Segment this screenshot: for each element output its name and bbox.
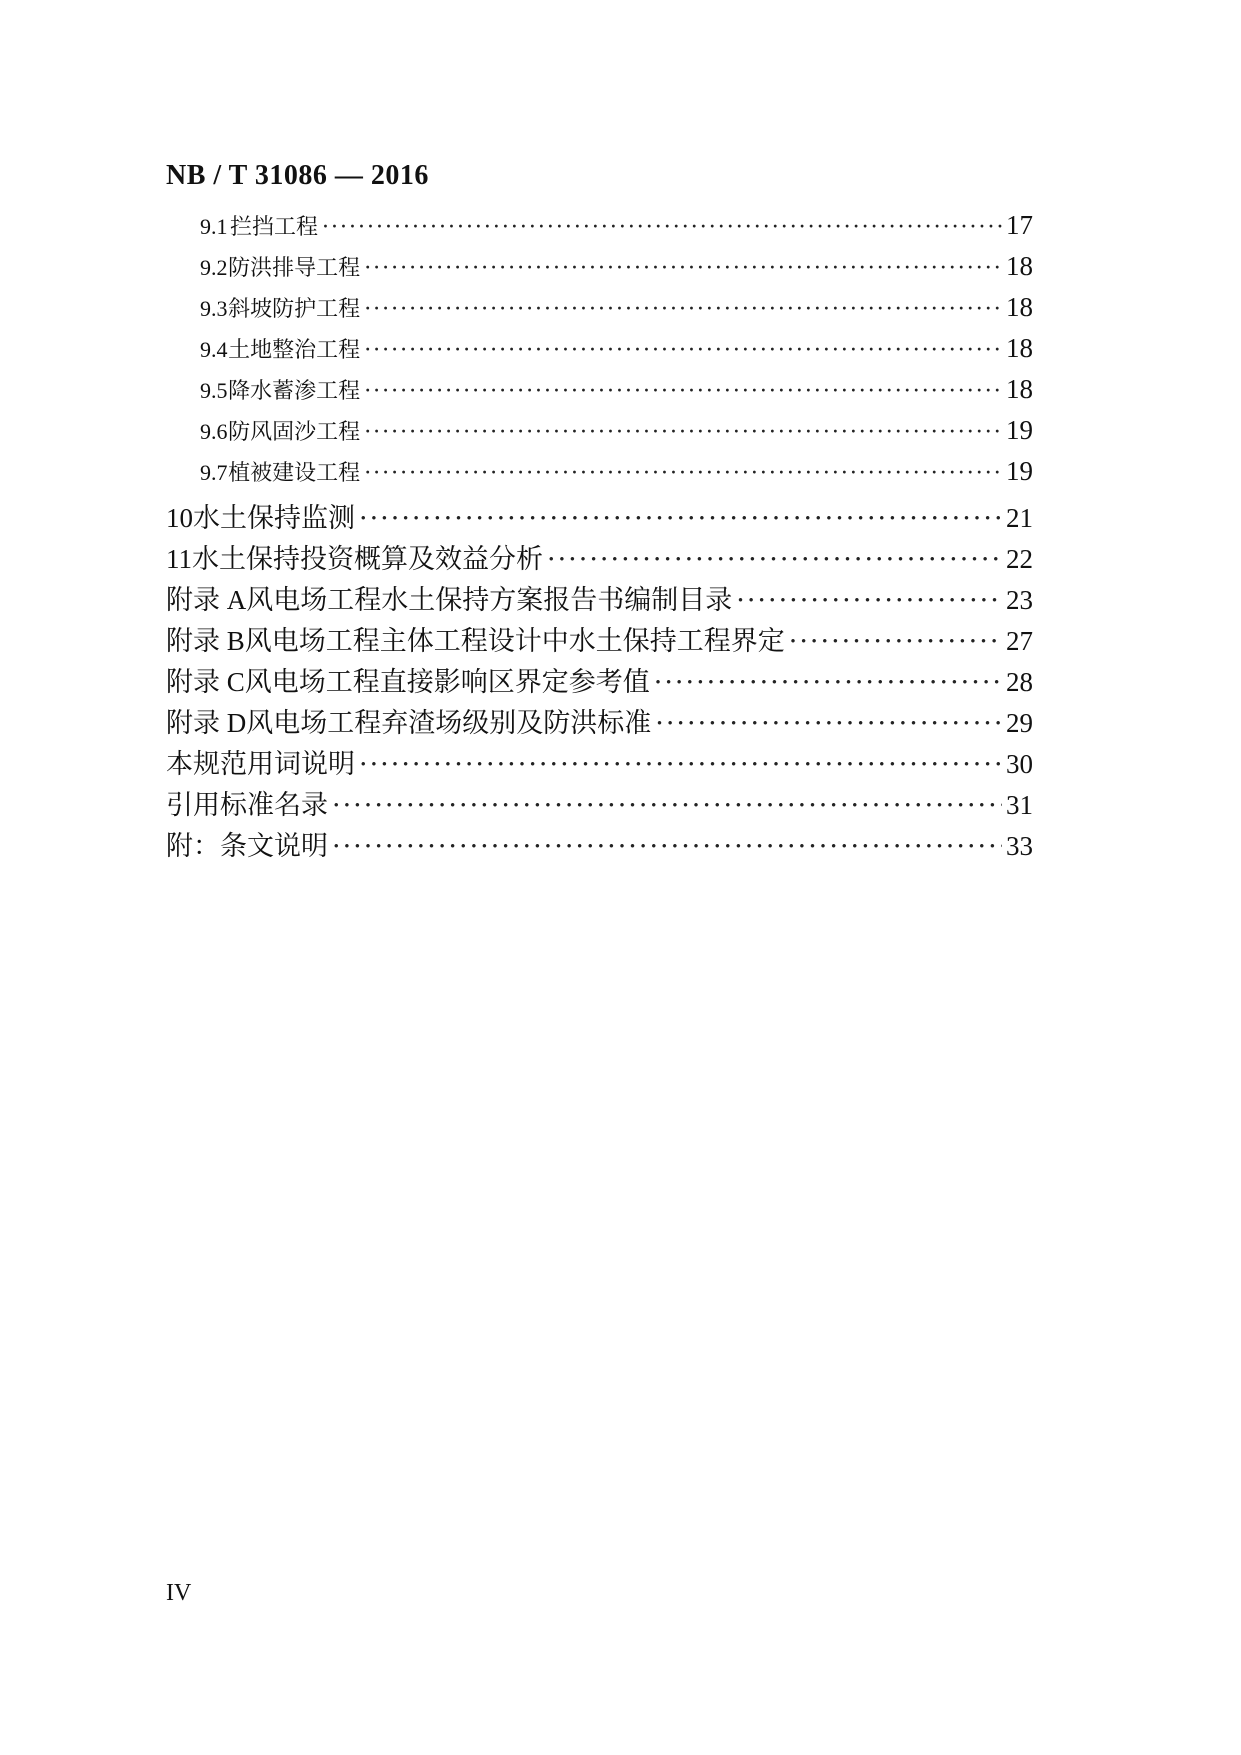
toc-entry-terms-explanation[interactable] — [166, 742, 1033, 781]
toc-entry-number: 9.3 — [200, 296, 228, 321]
toc-entry-appendix-d[interactable] — [166, 701, 1033, 740]
toc-entry-9-5[interactable] — [200, 374, 1033, 405]
dot-leader — [359, 503, 1002, 534]
toc-entry-10[interactable] — [166, 496, 1033, 535]
toc-entry-title: 风电场工程主体工程设计中水土保持工程界定 — [244, 626, 785, 657]
toc-entry-number: 9.2 — [200, 255, 228, 280]
toc-entry-page: 29 — [1006, 708, 1033, 738]
toc-entry-9-4[interactable] — [200, 333, 1033, 364]
toc-entry-number: 9.4 — [200, 337, 228, 362]
toc-entry-title: 斜坡防护工程 — [228, 297, 361, 322]
toc-entry-number: 附录 B — [166, 626, 245, 656]
toc-entry-appendix-a[interactable] — [166, 578, 1033, 617]
toc-entry-page: 30 — [1006, 749, 1033, 779]
toc-entry-appendix-c[interactable] — [166, 660, 1033, 699]
toc-entry-11[interactable] — [166, 537, 1033, 576]
dot-leader — [364, 338, 1002, 363]
standard-code-header: NB / T 31086 — 2016 — [166, 160, 429, 191]
toc-entry-page: 22 — [1006, 544, 1033, 574]
toc-entry-title: 风电场工程水土保持方案报告书编制目录 — [246, 585, 733, 616]
toc-entry-9-7[interactable] — [200, 456, 1033, 487]
toc-entry-page: 18 — [1006, 333, 1033, 363]
toc-entry-appendix-b[interactable] — [166, 619, 1033, 658]
toc-entry-title: 风电场工程直接影响区界定参考值 — [244, 667, 650, 698]
toc-entry-number: 9.6 — [200, 419, 228, 444]
toc-entry-page: 31 — [1006, 790, 1033, 820]
dot-leader — [655, 708, 1002, 739]
toc-entry-page: 19 — [1006, 456, 1033, 486]
dot-leader — [654, 667, 1002, 698]
page-number-footer: IV — [166, 1580, 192, 1606]
toc-entry-page: 18 — [1006, 374, 1033, 404]
toc-entry-title: 引用标准名录 — [166, 790, 328, 821]
toc-entry-page: 28 — [1006, 667, 1033, 697]
toc-entry-page: 21 — [1006, 503, 1033, 533]
dot-leader — [322, 215, 1002, 240]
dot-leader — [364, 256, 1002, 281]
dot-leader — [789, 626, 1002, 657]
toc-entry-page: 18 — [1006, 292, 1033, 322]
toc-entry-9-6[interactable] — [200, 415, 1033, 446]
dot-leader — [547, 544, 1002, 575]
toc-entry-number: 9.1 — [200, 214, 228, 239]
toc-entry-title: 附：条文说明 — [166, 831, 328, 862]
dot-leader — [736, 585, 1002, 616]
toc-entry-number: 附录 D — [166, 708, 247, 738]
toc-entry-number: 9.5 — [200, 378, 228, 403]
dot-leader — [364, 461, 1002, 486]
toc-entry-title: 防洪排导工程 — [228, 256, 361, 281]
toc-entry-9-2[interactable] — [200, 251, 1033, 282]
toc-entry-page: 17 — [1006, 210, 1033, 240]
toc-entry-page: 19 — [1006, 415, 1033, 445]
toc-entry-page: 27 — [1006, 626, 1033, 656]
toc-entry-number: 10 — [166, 503, 193, 533]
toc-entry-page: 18 — [1006, 251, 1033, 281]
toc-entry-referenced-standards[interactable] — [166, 783, 1033, 822]
dot-leader — [364, 379, 1002, 404]
toc-entry-number: 附录 A — [166, 585, 247, 615]
toc-entry-title: 风电场工程弃渣场级别及防洪标准 — [246, 708, 652, 739]
toc-entry-number: 11 — [166, 544, 192, 574]
toc-entry-number: 9.7 — [200, 460, 228, 485]
toc-entry-page: 23 — [1006, 585, 1033, 615]
toc-entry-9-3[interactable] — [200, 292, 1033, 323]
toc-entry-title: 土地整治工程 — [228, 338, 361, 363]
toc-entry-clause-explanation[interactable] — [166, 824, 1033, 863]
toc-entry-9-1[interactable] — [200, 210, 1033, 241]
toc-entry-title: 防风固沙工程 — [228, 420, 361, 445]
toc-entry-number: 附录 C — [166, 667, 245, 697]
toc-entry-title: 本规范用词说明 — [166, 749, 355, 780]
toc-entry-title: 水土保持监测 — [193, 503, 355, 534]
toc-entry-title: 植被建设工程 — [228, 461, 361, 486]
dot-leader — [332, 790, 1002, 821]
toc-entry-title: 拦挡工程 — [230, 215, 319, 240]
dot-leader — [364, 297, 1002, 322]
dot-leader — [359, 749, 1002, 780]
toc-entry-page: 33 — [1006, 831, 1033, 861]
dot-leader — [332, 831, 1002, 862]
toc-entry-title: 降水蓄渗工程 — [228, 379, 361, 404]
toc-entry-title: 水土保持投资概算及效益分析 — [192, 544, 543, 575]
dot-leader — [364, 420, 1002, 445]
